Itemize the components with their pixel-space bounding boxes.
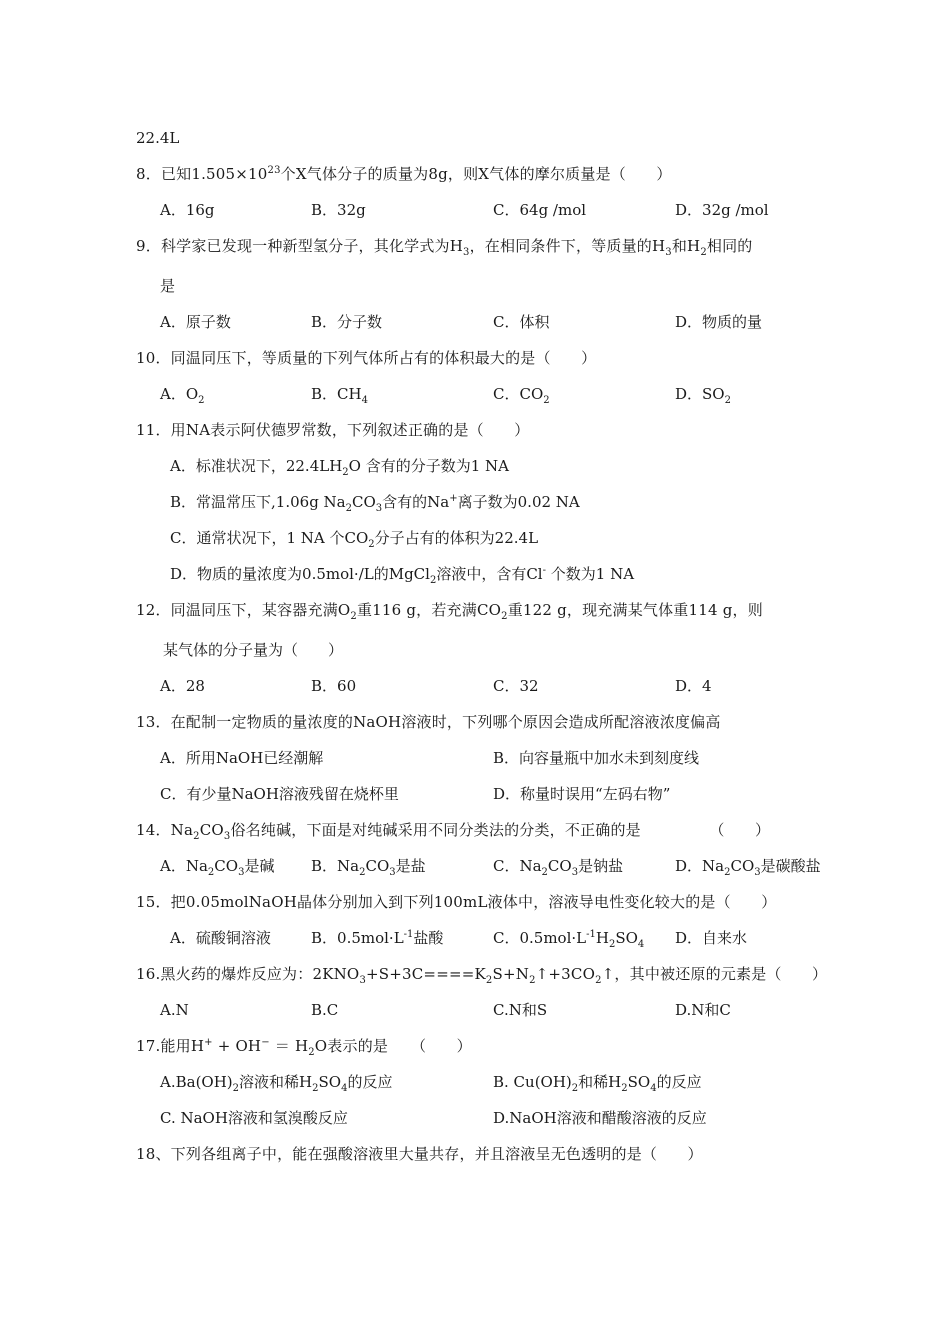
option-b: B．60 (311, 677, 357, 695)
option-c: C．32 (493, 677, 539, 695)
option-d: D．32g /mol (675, 201, 769, 219)
option-c: C.N和S (493, 1001, 548, 1019)
question-11-choice-d: D．物质的量浓度为0.5mol·/L的MgCl$_2$溶液中，含有Cl- 个数为1 NA (170, 565, 635, 586)
question-11-choice-b: B．常温常压下,1.06g $Na_2CO_3$含有的Na+离子数为0.02 NA (170, 493, 580, 514)
question-8-stem: 8．已知$1.505\times 10^{23}$个X气体分子的质量为8g，则X气体的摩尔质量是（ ） (136, 165, 672, 183)
previous-question-tail: 22.4L (136, 129, 180, 147)
question-10-stem: 10．同温同压下，等质量的下列气体所占有的体积最大的是（ ） (136, 349, 597, 367)
option-a: A.N (160, 1001, 189, 1019)
option-b: B．向容量瓶中加水未到刻度线 (493, 749, 700, 767)
option-b: B．$Na_2CO_3$是盐 (311, 857, 426, 878)
option-a: A．所用NaOH已经潮解 (160, 749, 324, 767)
option-c: C．$CO_2$ (493, 385, 550, 406)
option-b: B. $Cu(OH)_2$和稀$H_2SO_4$的反应 (493, 1073, 702, 1094)
option-a: A．16g (160, 201, 215, 219)
option-a: A．原子数 (160, 313, 231, 331)
question-11-choice-a: A．标准状况下，$22.4LH_2O$ 含有的分子数为1 NA (170, 457, 509, 478)
option-b: B．32g (311, 201, 366, 219)
question-17-stem: 17.能用$H^+ + OH^- = H_2O$表示的是 （ ） (136, 1037, 472, 1058)
option-a: A．$O_2$ (160, 385, 205, 406)
question-11-stem: 11．用NA表示阿伏德罗常数，下列叙述正确的是（ ） (136, 421, 530, 439)
question-16-stem: 16.黑火药的爆炸反应为：$2KNO_3+S+3C====K_2S+N_2↑+3CO_2↑$，其中被还原的元素是（ ） (136, 965, 828, 986)
option-a: A．$Na_2CO_3$是碱 (160, 857, 275, 878)
question-14-stem: 14．$Na_2CO_3$俗名纯碱，下面是对纯碱采用不同分类法的分类，不正确的是 （ ） (136, 821, 771, 842)
option-b: B.C (311, 1001, 339, 1019)
option-d: D．物质的量 (675, 313, 763, 331)
option-c: C．64g /mol (493, 201, 587, 219)
option-b: B．$CH_4$ (311, 385, 368, 406)
question-9-stem: 9．科学家已发现一种新型氢分子，其化学式为$H_3$，在相同条件下，等质量的$H_3$和$H_2$相同的 (136, 237, 753, 258)
option-c: C．$0.5mol\cdot L^{-1}H_2SO_4$ (493, 929, 645, 950)
question-13-stem: 13．在配制一定物质的量浓度的NaOH溶液时，下列哪个原因会造成所配溶液浓度偏高 (136, 713, 721, 731)
option-c: C．有少量NaOH溶液残留在烧杯里 (160, 785, 399, 803)
question-9-stem-cont: 是 (160, 277, 176, 295)
option-d: D.NaOH溶液和醋酸溶液的反应 (493, 1109, 707, 1127)
option-b: B．分子数 (311, 313, 383, 331)
question-15-stem: 15．把0.05molNaOH晶体分别加入到下列100mL液体中，溶液导电性变化较大的是（ ） (136, 893, 777, 911)
option-d: D．$Na_2CO_3$是碳酸盐 (675, 857, 821, 878)
option-d: D．自来水 (675, 929, 748, 947)
question-12-stem-cont: 某气体的分子量为（ ） (163, 641, 344, 659)
option-d: D．称量时误用“左码右物” (493, 785, 671, 803)
option-d: D．$SO_2$ (675, 385, 731, 406)
question-12-stem: 12．同温同压下，某容器充满$O_2$重116 g，若充满$CO_2$重122 g，现充满某气体重114 g，则 (136, 601, 763, 622)
question-18-stem: 18、下列各组离子中，能在强酸溶液里大量共存，并且溶液呈无色透明的是（ ） (136, 1145, 703, 1163)
option-b: B．$0.5mol\cdot L^{-1}$盐酸 (311, 929, 444, 947)
option-a: $A.Ba(OH)_2$溶液和稀$H_2SO_4$的反应 (160, 1073, 393, 1094)
option-d: D．4 (675, 677, 712, 695)
option-a: A．28 (160, 677, 205, 695)
option-c: C．体积 (493, 313, 550, 331)
option-a: A．硫酸铜溶液 (170, 929, 271, 947)
question-11-choice-c: C．通常状况下，1 NA 个$CO_2$分子占有的体积为22.4L (170, 529, 539, 550)
option-d: D.N和C (675, 1001, 731, 1019)
option-c: C．$Na_2CO_3$是钠盐 (493, 857, 624, 878)
option-c: C. NaOH溶液和氢溴酸反应 (160, 1109, 348, 1127)
